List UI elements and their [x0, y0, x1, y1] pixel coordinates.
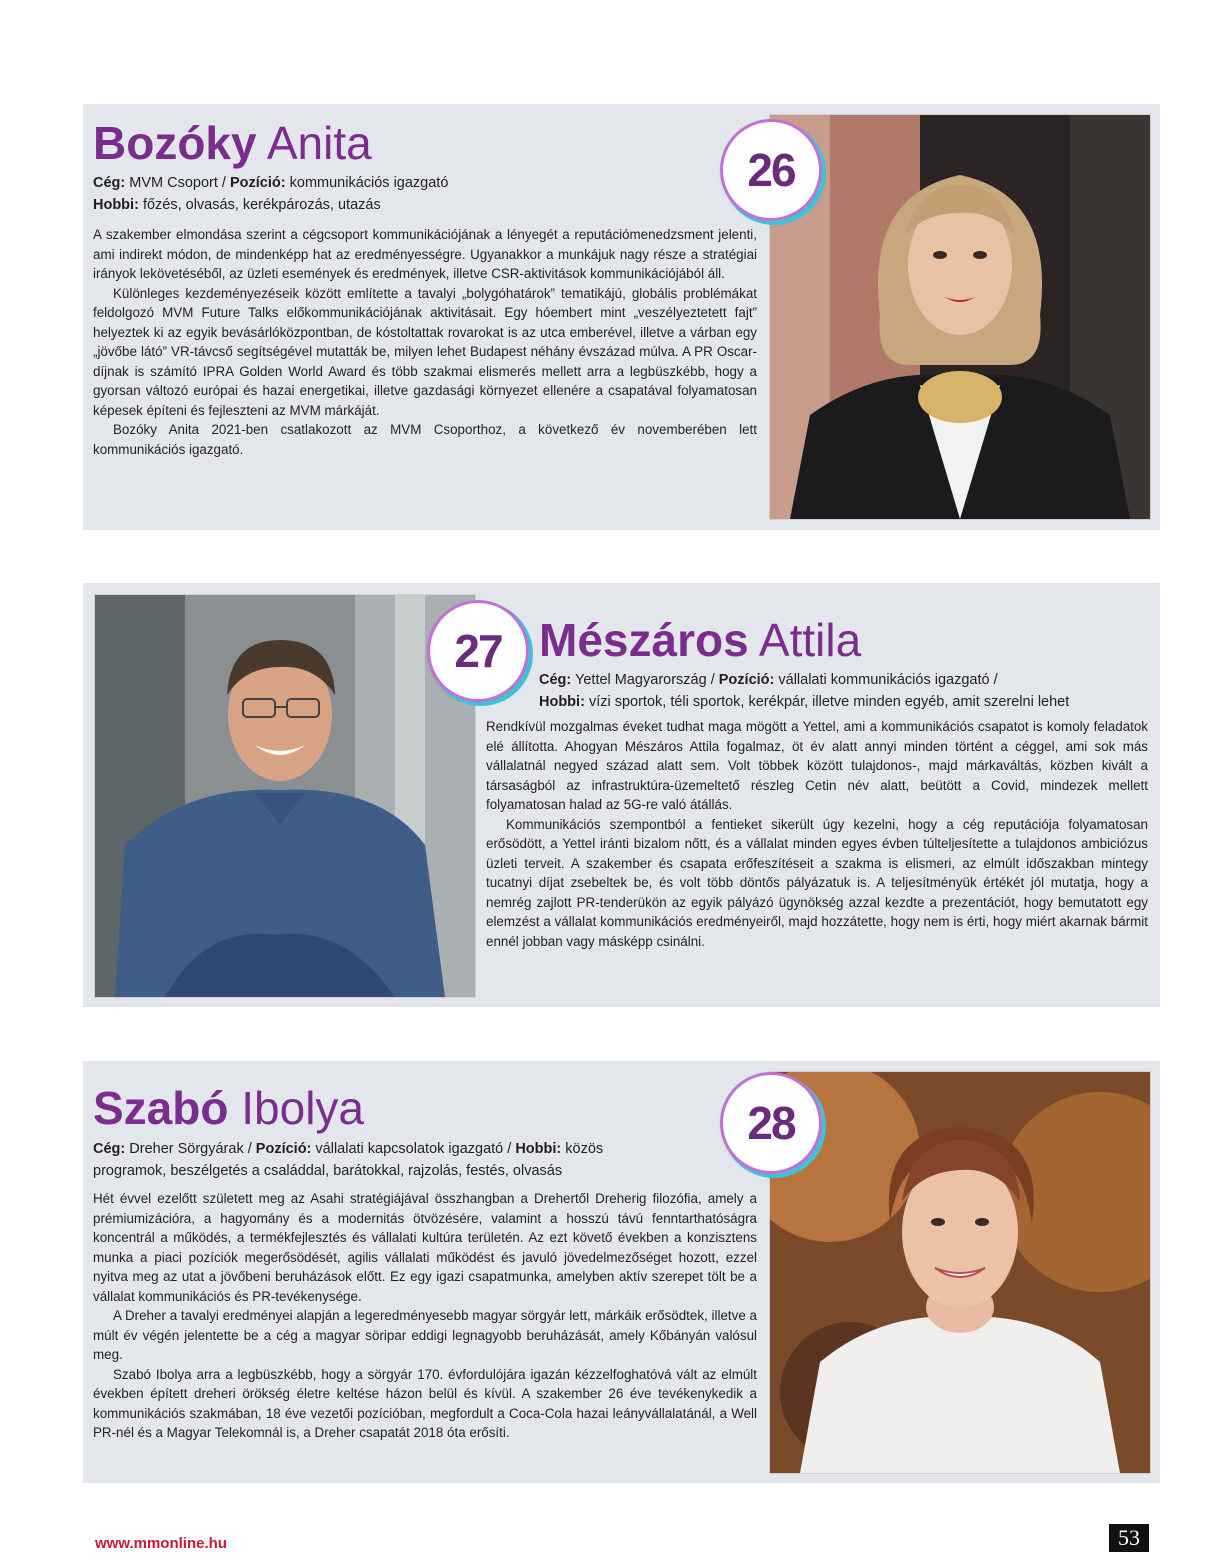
page-number: 53 [1109, 1524, 1149, 1552]
profile-name: Szabó Ibolya [93, 1082, 364, 1134]
rank-badge: 26 [723, 122, 819, 218]
profile-photo [769, 114, 1151, 520]
profile-meta: Cég: Yettel Magyarország / Pozíció: vállalati kommunikációs igazgató / Hobbi: vízi sportok, téli sportok, kerékpár, illetve minden egyéb, amit szerelni lehet [539, 672, 1070, 710]
profile-name: Mészáros Attila [539, 614, 862, 666]
profile-card-27 [83, 583, 1160, 1007]
rank-badge: 28 [723, 1075, 819, 1171]
footer-url: www.mmonline.hu [95, 1535, 227, 1552]
profile-card-26 [83, 104, 1160, 530]
profile-card-28 [83, 1061, 1160, 1483]
profile-photo [769, 1071, 1151, 1474]
profile-article: Hét évvel ezelőtt született meg az Asahi stratégiájával összhangban a Drehertől Dreherig filozófia, amely a prémiumizációra, a hagyomány és a modernitás ötvözésére, valamint a hosszú távú fenntarthatóságra koncentrál a működés, a termékfejlesztés és vállalati kultúra területén. Az ezt követő években a konzisztens munka a piaci pozíciók megerősödését, agilis vállalati működést és javuló jövedelmezőséget hozott, ezzel nyitva meg az utat a jövőbeni beruházások előtt. Ez egy igazi csapatmunka, amelyben aktív szerepet tölt be a vállalat kommunikációs és PR-tevékenysége. A Dreher a tavalyi eredményei alapján a legeredményesebb magyar sörgyár lett, márkáik erősödtek, illetve a múlt év végén jelentette be a cég a magyar söripar eddigi legnagyobb beruházását, amely Kőbányán valósul meg. Szabó Ibolya arra a legbüszkébb, hogy a sörgyár 170. évfordulójára igazán kézzelfoghatóvá vált az elmúlt években épített dreheri örökség életre keltése házon belül és kívül. A szakember 26 éve tevékenykedik a kommunikációs szakmában, 18 éve vezetői pozícióban, megfordult a Coca-Cola hazai leányvállalatánál, a Well PR-nél és a Magyar Telekomnál is, a Dreher csapatát 2018 óta erősíti. [93, 1191, 757, 1440]
profile-photo [94, 594, 476, 998]
profile-name: Bozóky Anita [93, 117, 372, 169]
rank-badge: 27 [430, 603, 526, 699]
profile-article: A szakember elmondása szerint a cégcsoport kommunikációjának a lényegét a reputációmenedzsment jelenti, ami indirekt módon, de mindenképp hat az eredményességre. Ugyanakkor a munkájuk nagy része a stratégiai irányok lekövetéséből, az üzleti események és eredmények, illetve CSR-aktivitások kommunikációjából áll. Különleges kezdeményezéseik között említette a tavalyi „bolygóhatárok” tematikájú, globális problémákat feldolgozó MVM Future Talks előkommunikációjának aktivitásait. Egy hóembert mint „veszélyeztetett fajt” helyeztek ki az egyik bevásárlóközpontban, de kóstoltattak rovarokat is az utca emberével, illetve a várban egy „jövőbe látó” VR-távcső segítségével mutatták be, milyen lehet Budapest néhány évszázad múlva. A PR Oscar-díjnak is számító IPRA Golden World Award és több szakmai elismerés mellett arra a legbüszkébb, hogy a gyorsan változó európai és hazai energetikai, illetve gazdasági környezet ellenére a csapatával folyamatosan képesek építeni és fejleszteni az MVM márkáját. Bozóky Anita 2021-ben csatlakozott az MVM Csoporthoz, a következő év novemberében lett kommunikációs igazgató. [93, 227, 757, 457]
profile-article: Rendkívül mozgalmas éveket tudhat maga mögött a Yettel, ami a kommunikációs csapatot is komoly feladatok elé állította. Ahogyan Mészáros Attila fogalmaz, öt év alatt annyi minden történt a céggel, ami sok más vállalatnál negyed század alatt sem. Volt többek között tulajdonos-, majd márkaváltás, közben kivált a társaságból az infrastruktúra-üzemeltető részleg Cetin név alatt, beütött a Covid, mindezek mellett folyamatosan halad az 5G-re való átállás. Kommunikációs szempontból a fentieket sikerült úgy kezelni, hogy a cég reputációja folyamatosan erősödött, a Yettel iránti bizalom nőtt, és a vállalat minden egyes évben túlteljesítette a tulajdonos ambiciózus üzleti terveit. A szakember és csapata erőfeszítéseit a szakma is elismeri, az elmúlt időszakban mintegy tucatnyi díjat zsebeltek be, és volt több döntős pályázatuk is. A teljesítményük értékét jól mutatja, hogy a nemrég zajlott PR-tenderükön az egyik pályázó ügynökség azzal kezdte a prezentációt, hogy bemutatott egy elemzést a vállalat kommunikációs eredményeiről, majd hozzátette, hogy nem is érti, hogy miért akarnak bármit ennél jobban vagy másképp csinálni. [486, 719, 1148, 949]
profile-meta: Cég: MVM Csoport / Pozíció: kommunikációs igazgató Hobbi: főzés, olvasás, kerékpározás, utazás [93, 175, 449, 213]
profile-meta: Cég: Dreher Sörgyárak / Pozíció: vállalati kapcsolatok igazgató / Hobbi: közös programok, beszélgetés a családdal, barátokkal, rajzolás, festés, olvasás [93, 1141, 604, 1179]
